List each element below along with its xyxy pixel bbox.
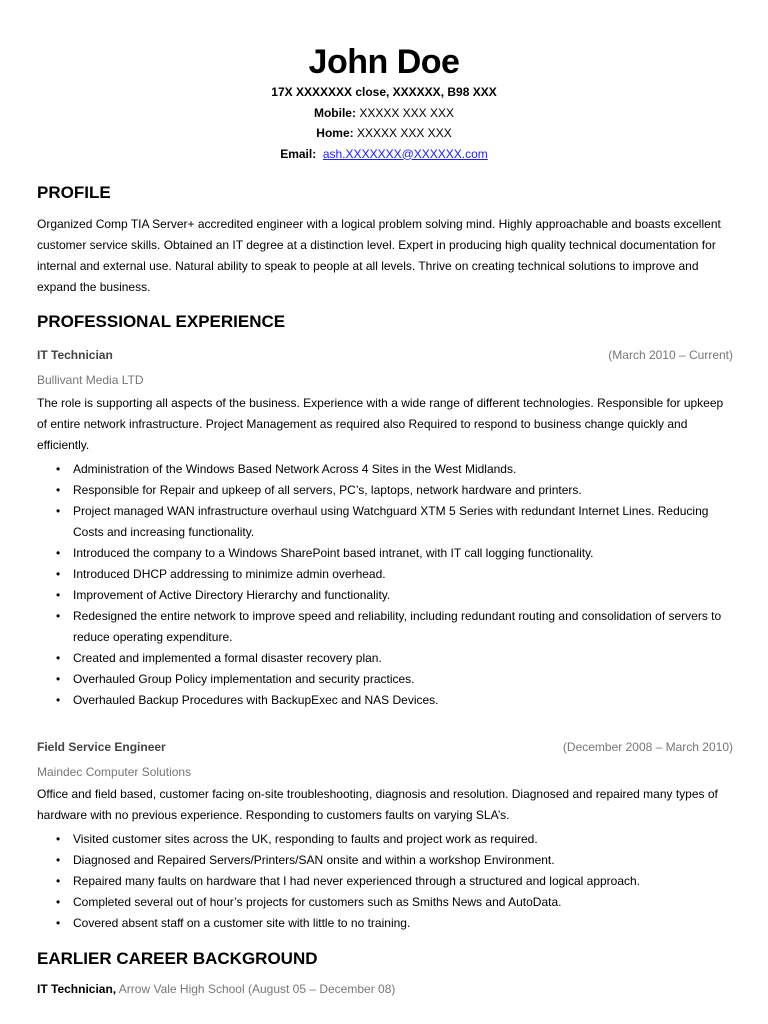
bullet-item: • Administration of the Windows Based Network Across 4 Sites in the West Midlands.	[73, 459, 733, 480]
job-header	[37, 738, 733, 756]
profile-text: Organized Comp TIA Server+ accredited engineer with a logical problem solving mind. Highly approachable and boasts excellent customer service skills. Obtained an IT degree at a distinction level. Expert in producing high quality technical documentation for internal and external use. Natural ability to speak to people at all levels. Thrive on creating technical solutions to improve and expand the business.	[37, 217, 721, 294]
job-summary: Office and field based, customer facing on-site troubleshooting, diagnosis and resolution. Diagnosed and repaired many types of hardware with no previous experience. Responding to customers faults on varying SLA’s.	[37, 787, 718, 822]
bullet-item: • Visited customer sites across the UK, responding to faults and project work as required.	[73, 829, 733, 850]
job-title: IT Technician	[37, 348, 113, 362]
earlier-detail: Arrow Vale High School (August 05 – December 08)	[116, 982, 396, 996]
bullet-item: • Overhauled Backup Procedures with BackupExec and NAS Devices.	[73, 690, 733, 711]
home-label: Home:	[316, 126, 354, 140]
mobile-number: XXXXX XXX XXX	[359, 105, 455, 120]
job-bullets	[37, 829, 733, 934]
home-number: XXXXX XXX XXX	[356, 126, 452, 140]
profile-section	[37, 182, 733, 298]
job-dates: (December 2008 – March 2010)	[562, 740, 733, 754]
bullet-item: • Created and implemented a formal disaster recovery plan.	[73, 648, 733, 669]
experience-section	[37, 311, 733, 934]
profile-heading: PROFILE	[37, 183, 111, 202]
job-summary: The role is supporting all aspects of the business. Experience with a wide range of different technologies. Responsible for upkeep of entire network infrastructure. Project Management as required also Required to respond to business change quickly and efficiently.	[37, 396, 724, 452]
email-link[interactable]: ash.XXXXXXX@XXXXXX.com	[322, 146, 488, 161]
email-line	[0, 144, 768, 165]
bullet-item: • Improvement of Active Directory Hierarchy and functionality.	[73, 585, 733, 606]
earlier-career-section	[37, 948, 733, 998]
job-bullets	[37, 459, 733, 711]
bullet-item: • Responsible for Repair and upkeep of all servers, PC’s, laptops, network hardware and printers.	[73, 480, 733, 501]
job-entry	[37, 346, 733, 711]
job-entry	[37, 738, 733, 934]
experience-heading: PROFESSIONAL EXPERIENCE	[37, 312, 286, 331]
bullet-item: • Covered absent staff on a customer site with little to no training.	[73, 913, 733, 934]
mobile-label: Mobile:	[313, 105, 356, 120]
resume-header	[0, 0, 768, 164]
earlier-role: IT Technician,	[37, 982, 117, 996]
job-dates: (March 2010 – Current)	[608, 348, 733, 362]
bullet-item: • Introduced the company to a Windows SharePoint based intranet, with IT call logging functionality.	[73, 543, 733, 564]
email-label: Email:	[280, 146, 317, 161]
bullet-item: • Diagnosed and Repaired Servers/Printers/SAN onsite and within a workshop Environment.	[73, 850, 733, 871]
earlier-career-heading: EARLIER CAREER BACKGROUND	[37, 949, 318, 968]
company-name: Maindec Computer Solutions	[37, 765, 192, 779]
job-title: Field Service Engineer	[37, 740, 166, 754]
bullet-item: • Redesigned the entire network to improve speed and reliability, including redundant routing and consolidation of servers to reduce operating expenditure.	[73, 606, 733, 648]
company-name: Bullivant Media LTD	[37, 373, 144, 387]
job-header	[37, 346, 733, 364]
bullet-item: • Overhauled Group Policy implementation and security practices.	[73, 669, 733, 690]
contact-block	[0, 82, 768, 164]
earlier-career-entry	[37, 980, 733, 998]
bullet-item: • Introduced DHCP addressing to minimize admin overhead.	[73, 564, 733, 585]
candidate-name: John Doe	[308, 43, 460, 81]
bullet-item: • Repaired many faults on hardware that I had never experienced through a structured and logical approach.	[73, 871, 733, 892]
mobile-line	[0, 103, 768, 124]
address: 17X XXXXXXX close, XXXXXX, B98 XXX	[271, 85, 497, 99]
bullet-item: • Completed several out of hour’s projects for customers such as Smiths News and AutoData.	[73, 892, 733, 913]
home-line	[0, 123, 768, 144]
bullet-item: • Project managed WAN infrastructure overhaul using Watchguard XTM 5 Series with redundant Internet Lines. Reducing Costs and increasing functionality.	[73, 501, 733, 543]
